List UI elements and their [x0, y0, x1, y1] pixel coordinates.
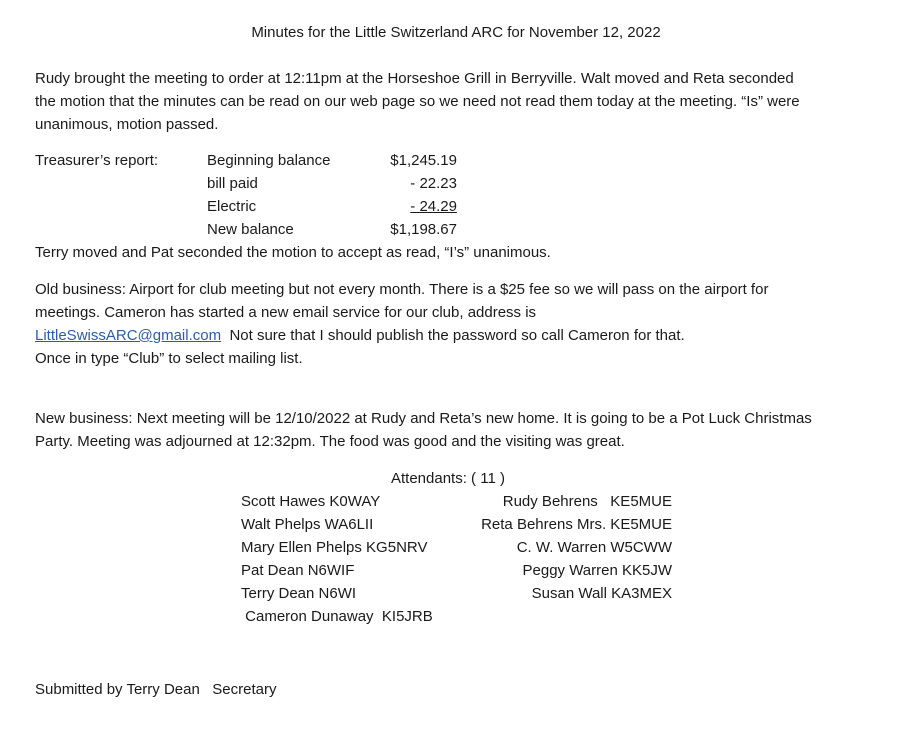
attendants-right-column: [470, 490, 672, 605]
opening-paragraph: [35, 67, 885, 136]
email-link[interactable]: LittleSwissARC@gmail.com: [35, 327, 222, 344]
attendant: Rudy Behrens KE5MUE: [502, 493, 672, 510]
old-business-line: Once in type “Club” to select mailing list.: [35, 350, 303, 367]
ledger-row: [207, 195, 457, 218]
old-business-line: [35, 324, 885, 347]
treasurer-label: Treasurer’s report:: [35, 152, 159, 169]
ledger-amount: $1,198.67: [390, 221, 457, 238]
new-business-line: Party. Meeting was adjourned at 12:32pm. The food was good and the visiting was great.: [35, 433, 625, 450]
attendant: C. W. Warren W5CWW: [516, 539, 672, 556]
ledger-amount: - 22.23: [410, 175, 457, 192]
attendant: Walt Phelps WA6LII: [241, 516, 374, 533]
old-business-line: meetings. Cameron has started a new email service for our club, address is: [35, 304, 537, 321]
new-business-paragraph: [35, 407, 885, 453]
ledger-row: [207, 172, 457, 195]
attendant: Terry Dean N6WI: [241, 585, 357, 602]
document-title: Minutes for the Little Switzerland ARC for November 12, 2022: [251, 24, 661, 41]
ledger-amount: $1,245.19: [390, 152, 457, 169]
attendant: Peggy Warren KK5JW: [522, 562, 672, 579]
attendant: Mary Ellen Phelps KG5NRV: [241, 539, 428, 556]
old-business-line-rest: Not sure that I should publish the password so call Cameron for that.: [221, 327, 685, 344]
treasurer-motion: [35, 241, 885, 264]
attendant: Susan Wall KA3MEX: [531, 585, 672, 602]
opening-line: unanimous, motion passed.: [35, 116, 219, 133]
motion-text: Terry moved and Pat seconded the motion to accept as read, “I’s” unanimous.: [35, 244, 551, 261]
attendant: Cameron Dunaway KI5JRB: [241, 608, 433, 625]
opening-line: the motion that the minutes can be read on our web page so we need not read them today at the meeting. “Is” were: [35, 93, 800, 110]
ledger-desc: bill paid: [207, 175, 258, 192]
ledger-desc: Beginning balance: [207, 152, 331, 169]
ledger-row: [207, 218, 457, 241]
signature-line: Submitted by Terry Dean Secretary: [35, 681, 277, 698]
attendants-left-column: [241, 490, 433, 628]
attendant: Pat Dean N6WIF: [241, 562, 355, 579]
ledger-desc: Electric: [207, 198, 257, 215]
opening-line: Rudy brought the meeting to order at 12:11pm at the Horseshoe Grill in Berryville. Walt moved and Reta seconded: [35, 70, 794, 87]
new-business-line: New business: Next meeting will be 12/10/2022 at Rudy and Reta’s new home. It is going to be a Pot Luck Christmas: [35, 410, 812, 427]
ledger-row: [207, 149, 457, 172]
ledger-amount: - 24.29: [410, 198, 457, 215]
old-business-paragraph: [35, 278, 885, 370]
attendant: Reta Behrens Mrs. KE5MUE: [481, 516, 672, 533]
ledger-desc: New balance: [207, 221, 294, 238]
old-business-line: Old business: Airport for club meeting but not every month. There is a $25 fee so we will pass on the airport for: [35, 281, 769, 298]
treasurer-report: [35, 149, 635, 249]
attendant: Scott Hawes K0WAY: [241, 493, 381, 510]
attendants-heading: Attendants: ( 11 ): [391, 470, 505, 487]
